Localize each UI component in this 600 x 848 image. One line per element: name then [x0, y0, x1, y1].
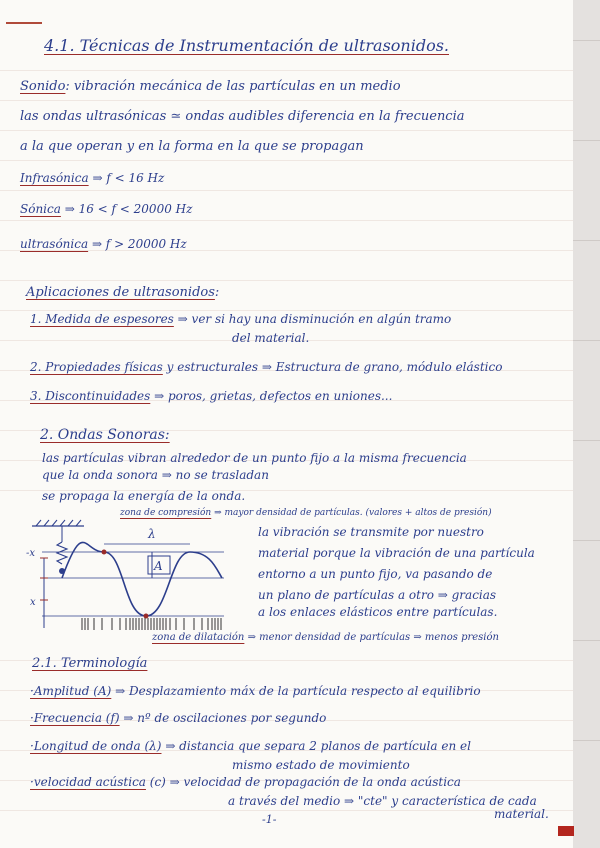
longitud-continuation: mismo estado de movimiento: [232, 758, 410, 772]
ondas-line-3: se propaga la energía de la onda.: [42, 489, 246, 503]
aplicacion-item-1: [30, 313, 451, 325]
infrasonica-line: [20, 172, 164, 184]
ruled-line: [0, 70, 573, 71]
intro-line-3: a la que operan y en la forma en la que se propagan: [20, 139, 364, 154]
aplicacion-item-1-text: ⇒ ver si hay una disminución en algún tramo: [177, 312, 452, 326]
ruled-line: [0, 310, 573, 311]
longitud-line: [30, 740, 471, 752]
side-note-1: la vibración se transmite por nuestro: [258, 525, 484, 539]
amplitud-text: ⇒ Desplazamiento máx de la partícula respecto al equilibrio: [115, 684, 481, 698]
edge-tab-mark: [558, 826, 574, 836]
frecuencia-line: [30, 712, 326, 724]
intro-line-2: las ondas ultrasónicas ≃ ondas audibles diferencia en la frecuencia: [20, 109, 465, 124]
page-title: 4.1. Técnicas de Instrumentación de ultrasonidos.: [44, 36, 449, 55]
compresion-text: ⇒ mayor densidad de partículas. (valores + altos de presión): [214, 508, 492, 518]
wall-hatching: [36, 520, 81, 526]
compresion-line: [120, 509, 492, 518]
aplicacion-item-3-text: ⇒ poros, grietas, defectos en uniones...: [154, 389, 393, 403]
aplicacion-item-1-term: 1. Medida de espesores: [30, 312, 174, 326]
ruled-line: [0, 160, 573, 161]
velocidad-continuation-1: a través del medio ⇒ "cte" y característica de cada: [228, 794, 537, 808]
amplitud-term: ·Amplitud (A): [30, 684, 112, 698]
page-number: -1-: [262, 813, 277, 826]
velocidad-line: [30, 776, 461, 788]
sine-wave: [62, 542, 222, 616]
ondas-line-1: las partículas vibran alrededor de un punto fijo a la misma frecuencia: [42, 451, 467, 465]
side-note-3: entorno a un punto fijo, va pasando de: [258, 567, 493, 581]
ultrasonica-term: ultrasónica: [20, 237, 89, 251]
particle-band: [82, 618, 221, 630]
dilatacion-text: ⇒ menor densidad de partículas ⇒ menos presión: [247, 632, 499, 643]
longitud-text: ⇒ distancia que separa 2 planos de partícula en el: [165, 739, 471, 753]
frecuencia-text: ⇒ nº de oscilaciones por segundo: [123, 711, 327, 725]
ruled-line: [0, 810, 573, 811]
aplicacion-item-3: [30, 390, 392, 402]
minus-x-label: -x: [26, 548, 36, 559]
corner-mark: [6, 22, 42, 24]
dilatacion-label: zona de dilatación: [152, 632, 245, 643]
aplicacion-item-2-term: 2. Propiedades físicas: [30, 360, 163, 374]
ruled-line: [0, 100, 573, 101]
velocidad-text: (c) ⇒ velocidad de propagación de la onda acústica: [149, 775, 461, 789]
sonica-term: Sónica: [20, 202, 61, 216]
amplitude-label: A: [154, 559, 163, 573]
ultrasonica-line: [20, 238, 187, 250]
wave-diagram: [24, 518, 256, 646]
frecuencia-term: ·Frecuencia (f): [30, 711, 120, 725]
ruled-line: [0, 130, 573, 131]
dilatacion-line: [152, 633, 499, 643]
aplicacion-item-2-text: y estructurales ⇒ Estructura de grano, módulo elástico: [166, 360, 503, 374]
x-label: x: [30, 597, 36, 608]
ruled-line: [0, 190, 573, 191]
sonido-definition: : vibración mecánica de las partículas en un medio: [65, 79, 401, 94]
aplicacion-item-1-continuation: del material.: [232, 331, 310, 345]
aplicaciones-heading-text: Aplicaciones de ultrasonidos: [26, 285, 215, 300]
compresion-label: zona de compresión: [120, 508, 212, 518]
spring-icon: [57, 542, 67, 564]
sonido-term: Sonido: [20, 79, 66, 94]
ruled-line: [0, 280, 573, 281]
infrasonica-value: ⇒ f < 16 Hz: [92, 171, 165, 185]
amplitud-line: [30, 685, 481, 697]
ondas-line-2: que la onda sonora ⇒ no se trasladan: [42, 468, 269, 482]
velocidad-continuation-2: material.: [494, 807, 549, 821]
side-note-5: a los enlaces elásticos entre partículas.: [258, 605, 498, 619]
sonica-line: [20, 203, 192, 215]
aplicacion-item-3-term: 3. Discontinuidades: [30, 389, 151, 403]
terminologia-heading: 2.1. Terminología: [32, 656, 148, 671]
ultrasonica-value: ⇒ f > 20000 Hz: [91, 237, 187, 251]
infrasonica-term: Infrasónica: [20, 171, 89, 185]
aplicaciones-heading: [26, 286, 219, 299]
velocidad-term: ·velocidad acústica: [30, 775, 146, 789]
side-note-4: un plano de partículas a otro ⇒ gracias: [258, 588, 497, 602]
lambda-label: λ: [148, 527, 156, 541]
ruled-line: [0, 220, 573, 221]
longitud-term: ·Longitud de onda (λ): [30, 739, 162, 753]
next-page-edge: [573, 0, 600, 848]
aplicacion-item-2: [30, 361, 502, 373]
sonica-value: ⇒ 16 < f < 20000 Hz: [64, 202, 193, 216]
sonido-line: [20, 80, 401, 93]
aplicaciones-heading-colon: :: [214, 285, 220, 300]
ondas-heading: 2. Ondas Sonoras:: [40, 427, 170, 443]
side-note-2: material porque la vibración de una partícula: [258, 546, 535, 560]
